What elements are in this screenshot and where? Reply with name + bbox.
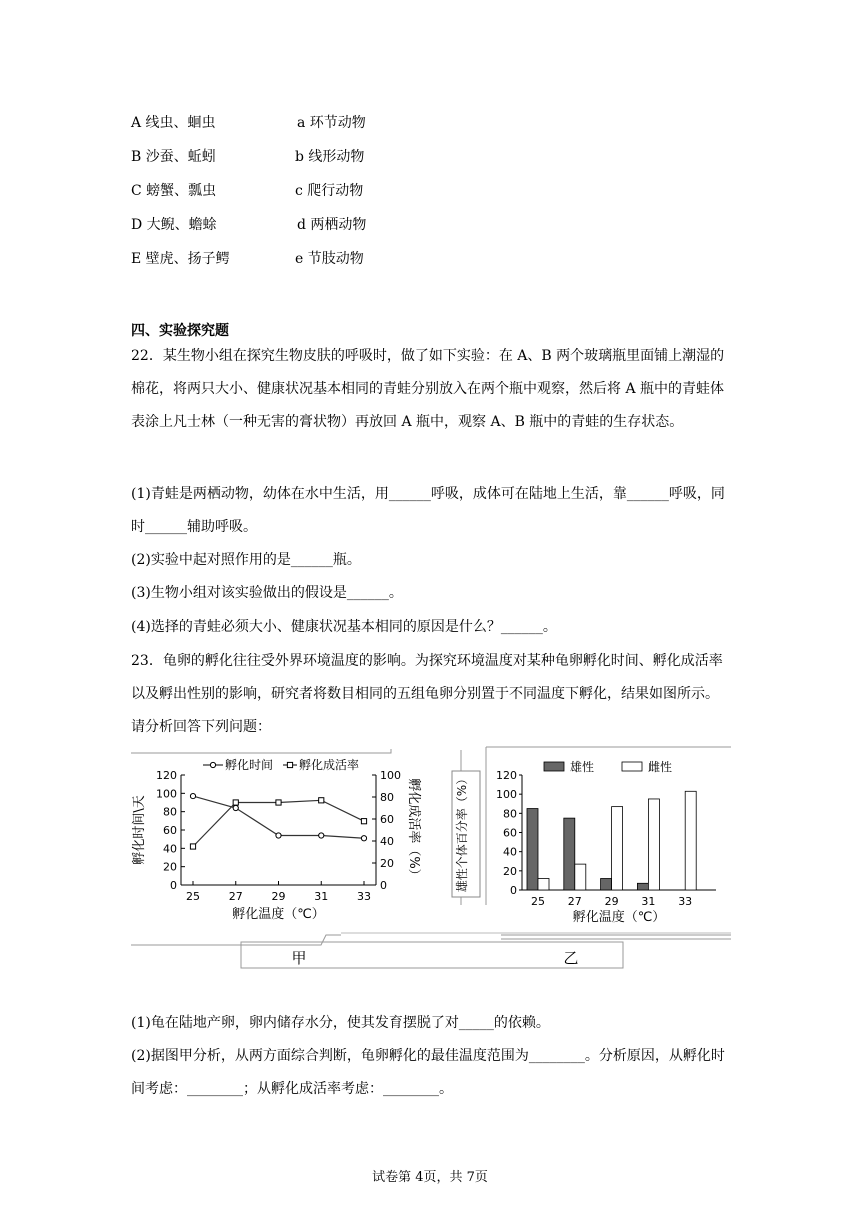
legend-swatch-0: [544, 762, 564, 771]
y-tick-label-right: 0: [380, 879, 387, 892]
bar-1: [575, 864, 586, 890]
match-right-e: e 节肢动物: [295, 251, 364, 267]
match-left-e: E 壁虎、扬子鳄: [131, 251, 230, 267]
series-point-0: [319, 833, 324, 838]
y-tick-label-left: 20: [163, 860, 177, 874]
series-point-1: [190, 844, 195, 849]
series-point-1: [361, 819, 366, 824]
match-left-b: B 沙蚕、蚯蚓: [131, 149, 216, 165]
q22-sub4: (4)选择的青蛙必须大小、健康状况基本相同的原因是什么？______。: [131, 619, 557, 635]
series-point-1: [276, 800, 281, 805]
chart-a: [131, 757, 422, 922]
y-tick-label-right: 80: [380, 791, 394, 804]
y-tick-label: 80: [503, 807, 517, 821]
series-point-0: [190, 793, 195, 798]
bar-0: [601, 879, 612, 891]
x-tick-label: 25: [531, 895, 545, 908]
y-tick-label: 40: [503, 845, 517, 859]
y-tick-label: 20: [503, 864, 517, 878]
x-axis-label: 孵化温度（℃）: [232, 907, 325, 922]
bar-0: [637, 883, 648, 890]
series-line-1: [193, 800, 364, 846]
y-axis-label: 雄性个体百分率（%）: [455, 772, 469, 893]
bar-1: [648, 799, 659, 890]
match-left-d: D 大鲵、蟾蜍: [131, 217, 217, 233]
legend-swatch-1: [622, 762, 642, 771]
x-tick-label: 31: [314, 890, 329, 903]
match-right-b: b 线形动物: [295, 149, 365, 165]
x-tick-label: 27: [567, 895, 582, 908]
x-axis-label: 孵化温度（℃）: [572, 910, 666, 925]
x-tick-label: 25: [186, 890, 200, 903]
legend-marker-0: [210, 762, 215, 767]
section-title: 四、实验探究题: [131, 323, 229, 339]
scan-frame: [131, 747, 731, 975]
y-tick-label-right: 40: [380, 835, 394, 848]
figure-charts: [131, 745, 731, 975]
q23-stem: 23．龟卵的孵化往往受外界环境温度的影响。为探究环境温度对某种龟卵孵化时间、孵化成活率以及孵出性别的影响，研究者将数目相同的五组龟卵分别置于不同温度下孵化，结果如图所示。请分析回答下列问题：: [131, 653, 723, 735]
x-tick-label: 29: [604, 895, 619, 908]
bar-0: [564, 818, 575, 890]
y-tick-label-left: 0: [170, 879, 177, 892]
match-right-a: a 环节动物: [297, 115, 366, 131]
q22-stem: 22．某生物小组在探究生物皮肤的呼吸时，做了如下实验：在 A、B 两个玻璃瓶里面铺上潮湿的棉花，将两只大小、健康状况基本相同的青蛙分别放入在两个瓶中观察，然后将 A 瓶中的青蛙体表涂上凡士林（一种无害的膏状物）再放回 A 瓶中，观察 A、B 瓶中的青蛙的生存状态。: [131, 348, 725, 430]
bar-1: [685, 791, 696, 890]
match-right-d: d 两栖动物: [297, 217, 367, 233]
chart-b: [452, 759, 716, 925]
page-footer: 试卷第 4页，共 7页: [372, 1170, 488, 1185]
y-tick-label-right: 20: [380, 857, 394, 870]
legend-label-1: 雌性: [648, 760, 673, 774]
series-point-1: [319, 798, 324, 803]
y-tick-label: 100: [496, 788, 517, 802]
match-left-a: A 线虫、蛔虫: [131, 115, 216, 131]
panel-label-b: 乙: [563, 949, 579, 967]
x-tick-label: 33: [357, 890, 371, 903]
legend-label-0: 雄性: [570, 760, 595, 774]
figure-svg: [131, 745, 731, 975]
q23-sub1: (1)龟在陆地产卵，卵内储存水分，使其发育摆脱了对_____的依赖。: [131, 1015, 550, 1031]
bar-1: [538, 879, 549, 891]
x-tick-label: 33: [678, 895, 693, 908]
y-tick-label: 60: [503, 826, 517, 840]
bar-0: [527, 809, 538, 890]
series-point-0: [361, 836, 366, 841]
y-axis-label-right: 孵化成活率（%）: [406, 778, 421, 882]
y-tick-label-left: 60: [163, 824, 177, 837]
x-tick-label: 31: [641, 895, 656, 908]
series-point-0: [233, 805, 238, 810]
y-tick-label: 0: [510, 884, 517, 897]
x-tick-label: 29: [271, 890, 286, 903]
legend-label-0: 孵化时间: [225, 758, 274, 772]
y-tick-label-left: 80: [163, 805, 177, 819]
panel-label-a: 甲: [291, 949, 307, 967]
y-tick-label-left: 100: [156, 787, 177, 801]
bar-1: [612, 807, 623, 890]
legend-label-1: 孵化成活率: [299, 758, 360, 772]
series-point-1: [233, 800, 238, 805]
y-tick-label-left: 40: [163, 842, 177, 856]
y-axis-label-left: 孵化时间\天: [132, 795, 147, 865]
q22-sub2: (2)实验中起对照作用的是______瓶。: [131, 552, 361, 568]
q22-sub1: (1)青蛙是两栖动物，幼体在水中生活，用______呼吸，成体可在陆地上生活，靠______呼吸，同时______辅助呼吸。: [131, 486, 725, 535]
y-tick-label-right: 100: [380, 769, 401, 782]
y-tick-label-right: 60: [380, 813, 394, 826]
match-left-c: C 螃蟹、瓢虫: [131, 183, 217, 199]
legend-marker-1: [287, 762, 292, 767]
match-right-c: c 爬行动物: [295, 183, 364, 199]
y-tick-label-left: 120: [156, 769, 177, 782]
y-tick-label: 120: [496, 769, 517, 782]
x-tick-label: 27: [228, 890, 243, 903]
q23-sub2: (2)据图甲分析，从两方面综合判断，龟卵孵化的最佳温度范围为________。分析原因，从孵化时间考虑：________；从孵化成活率考虑：________。: [131, 1048, 725, 1097]
q22-sub3: (3)生物小组对该实验做出的假设是______。: [131, 585, 403, 601]
series-point-0: [276, 833, 281, 838]
